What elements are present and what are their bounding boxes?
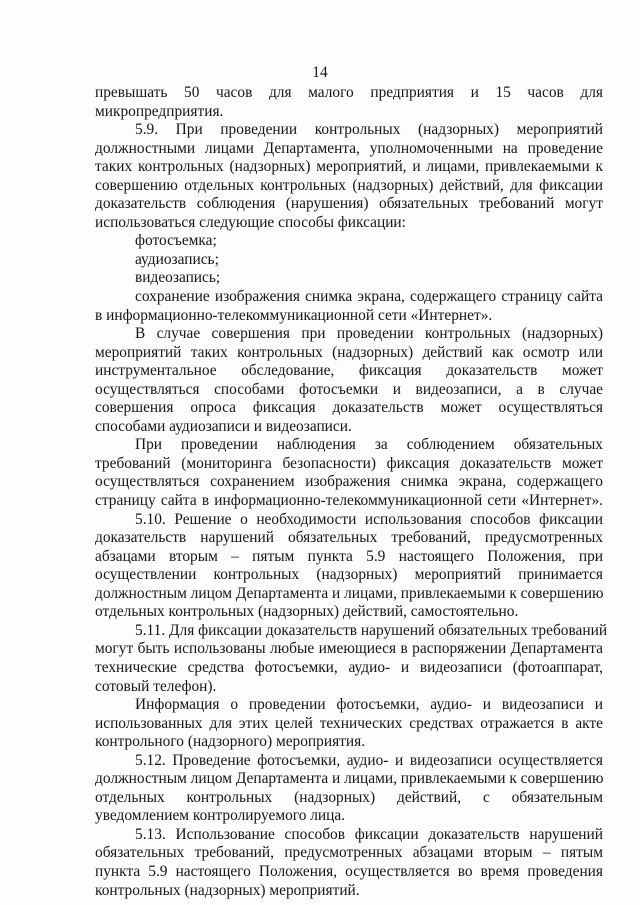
text-line: могут быть использованы любые имеющиеся в распоряжении Департамента: [95, 640, 603, 658]
text-line: осуществляться сохранением изображения снимка экрана, содержащего: [95, 473, 603, 491]
text-line: 5.13. Использование способов фиксации доказательств нарушений: [135, 825, 603, 843]
text-line: отдельных контрольных (надзорных) действий, самостоятельно.: [95, 603, 519, 621]
text-line: контрольного (надзорного) мероприятия.: [95, 733, 366, 751]
text-line: инструментальное обследование, фиксация доказательств может: [95, 362, 603, 380]
text-line: должностным лицом Департамента и лицами, привлекаемыми к совершению: [95, 770, 604, 788]
text-line: 5.11. Для фиксации доказательств нарушений обязательных требований: [135, 621, 608, 639]
text-line: доказательств нарушений обязательных требований, предусмотренных: [95, 529, 603, 547]
text-line: мероприятий таких контрольных (надзорных) действий как осмотр или: [95, 343, 603, 361]
text-line: контрольных (надзорных) мероприятий.: [95, 881, 360, 899]
text-line: В случае совершения при проведении контрольных (надзорных): [135, 325, 603, 343]
text-line: в информационно-телекоммуникационной сети «Интернет».: [95, 306, 493, 324]
text-line: способами аудиозаписи и видеозаписи.: [95, 417, 352, 435]
text-line: использоваться следующие способы фиксации:: [95, 213, 406, 231]
text-line: сотовый телефон).: [95, 677, 217, 695]
text-line: При проведении наблюдения за соблюдением обязательных: [135, 436, 603, 454]
text-line: 5.12. Проведение фотосъемки, аудио- и видеозаписи осуществляется: [135, 751, 603, 769]
text-line: совершения опроса фиксация доказательств может осуществляться: [95, 399, 603, 417]
text-line: видеозапись;: [135, 269, 221, 287]
text-line: уведомлением контролируемого лица.: [95, 807, 346, 825]
text-line: Информация о проведении фотосъемки, аудио- и видеозаписи и: [135, 696, 603, 714]
text-line: превышать 50 часов для малого предприятия и 15 часов для: [95, 84, 603, 101]
text-line: использованных для этих целей технических средствах отражается в акте: [95, 714, 603, 732]
text-line: осуществляться способами фотосъемки и видеозаписи, а в случае: [95, 380, 603, 398]
text-line: должностным лицом Департамента и лицами, привлекаемыми к совершению: [95, 584, 604, 602]
text-line: отдельных контрольных (надзорных) действий, с обязательным: [95, 788, 603, 806]
text-line: пункта 5.9 настоящего Положения, осуществляется во время проведения: [95, 862, 603, 880]
text-line: фотосъемка;: [135, 232, 217, 250]
document-body: [95, 84, 608, 900]
text-line: 5.9. При проведении контрольных (надзорных) мероприятий: [135, 121, 603, 139]
text-line: обязательных требований, предусмотренных абзацами вторым – пятым: [95, 844, 603, 862]
text-line: аудиозапись;: [135, 250, 219, 268]
text-line: абзацами вторым – пятым пункта 5.9 настоящего Положения, при: [95, 547, 603, 565]
page-number: 14: [312, 64, 328, 81]
text-line: 5.10. Решение о необходимости использования способов фиксации: [135, 510, 603, 528]
text-line: осуществлении контрольных (надзорных) мероприятий принимается: [95, 566, 603, 584]
text-line: страницу сайта в информационно-телекоммуникационной сети «Интернет».: [95, 492, 603, 510]
text-line: таких контрольных (надзорных) мероприятий, и лицами, привлекаемыми к: [95, 158, 603, 176]
text-line: доказательств соблюдения (нарушения) обязательных требований могут: [95, 195, 603, 213]
text-line: сохранение изображения снимка экрана, содержащего страницу сайта: [135, 288, 603, 306]
text-line: совершению отдельных контрольных (надзорных) действий, для фиксации: [95, 176, 603, 194]
text-line: микропредприятия.: [95, 102, 224, 120]
text-line: должностными лицами Департамента, уполномоченными на проведение: [95, 139, 603, 157]
text-line: технические средства фотосъемки, аудио- и видеозаписи (фотоаппарат,: [95, 658, 603, 676]
text-line: требований (мониторинга безопасности) фиксация доказательств может: [95, 454, 603, 472]
